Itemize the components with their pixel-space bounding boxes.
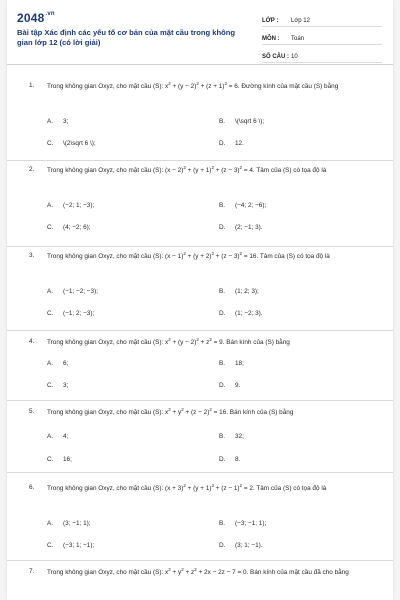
document-page: [7, 0, 393, 600]
option-a[interactable]: A. (−2; 1; −3);: [47, 202, 95, 209]
option-b[interactable]: B. 18;: [219, 360, 244, 367]
meta-value: Lớp 12: [291, 18, 310, 24]
question-number: 7.: [29, 568, 35, 575]
option-a[interactable]: A. (−1; −2; −3);: [47, 288, 98, 295]
option-a[interactable]: A. 3;: [47, 118, 69, 125]
question-number: 6.: [29, 484, 35, 491]
option-a[interactable]: A. (3; −1; 1);: [47, 520, 91, 527]
site-logo[interactable]: [17, 11, 55, 25]
document-header: [7, 0, 393, 65]
question-number: 5.: [29, 408, 35, 415]
option-b[interactable]: B. 32;: [219, 433, 244, 440]
question-3: [7, 252, 393, 331]
question-text: Trong không gian Oxyz, cho mặt cầu (S): $x^2 + (y - 2)^2 + z^2 = 9$. Bán kính của (S) bằng: [47, 336, 290, 346]
question-text: Trong không gian Oxyz, cho mặt cầu (S): $x^2 + y^2 + z^2 + 2x - 2z - 7 = 0$. Bán kính của mặt cầu đã cho bằng: [47, 566, 349, 576]
option-c[interactable]: C. 3;: [47, 382, 69, 389]
option-c[interactable]: C. (4; −2; 6);: [47, 224, 91, 231]
question-text: Trong không gian Oxyz, cho mặt cầu (S): $(x - 1)^2 + (y + 2)^2 + (z - 3)^2 = 16$. Tâm của (S) có tọa độ là: [47, 250, 330, 260]
question-5: [7, 408, 393, 473]
option-b[interactable]: B. (1; 2; 3);: [219, 288, 259, 295]
option-d[interactable]: D. 8.: [219, 456, 241, 463]
option-d[interactable]: D. 12.: [219, 140, 244, 147]
question-number: 3.: [29, 252, 35, 259]
question-2: [7, 166, 393, 247]
question-6: [7, 484, 393, 561]
logo-suffix: .vn: [45, 11, 55, 17]
meta-value: 10: [291, 54, 298, 60]
question-text: Trong không gian Oxyz, cho mặt cầu (S): $(x - 2)^2 + (y + 1)^2 + (z - 3)^2 = 4$. Tâm của (S) có tọa độ là: [47, 164, 327, 174]
question-text: Trong không gian Oxyz, cho mặt cầu (S): $x^2 + (y - 2)^2 + (z + 1)^2 = 6$. Đường kính của mặt cầu (S) bằng: [47, 80, 339, 90]
option-a[interactable]: A. 6;: [47, 360, 69, 367]
question-7: [7, 568, 393, 598]
meta-key: MÔN :: [262, 36, 280, 42]
option-b[interactable]: B. (−4; 2; −6);: [219, 202, 267, 209]
option-d[interactable]: D. (2; −1; 3).: [219, 224, 263, 231]
option-d[interactable]: D. (1; −2; 3).: [219, 310, 263, 317]
option-a[interactable]: A. 4;: [47, 433, 69, 440]
page-title: Bài tập Xác định các yếu tố cơ bản của mặt cầu trong không gian lớp 12 (có lời giải): [17, 28, 236, 47]
meta-table: [262, 14, 382, 68]
option-c[interactable]: C. (−3; 1; −1);: [47, 542, 95, 549]
meta-key: LỚP :: [262, 18, 279, 24]
option-b[interactable]: B. (−3; −1; 1);: [219, 520, 267, 527]
meta-value: Toán: [291, 36, 305, 42]
question-text: Trong không gian Oxyz, cho mặt cầu (S): $(x + 3)^2 + (y + 1)^2 + (z - 1)^2 = 2$. Tâm của (S) có tọa độ là: [47, 482, 327, 492]
question-text: Trong không gian Oxyz, cho mặt cầu (S): $x^2 + y^2 + (z - 2)^2 = 16$. Bán kính của (S) bằng: [47, 406, 294, 416]
question-number: 4.: [29, 338, 35, 345]
meta-row-count: [262, 50, 382, 63]
option-c[interactable]: C. \(2\sqrt 6 \);: [47, 140, 96, 147]
option-d[interactable]: D. (3; 1; −1).: [219, 542, 263, 549]
option-b[interactable]: B. \(\sqrt 6 \);: [219, 118, 265, 125]
option-d[interactable]: D. 9.: [219, 382, 241, 389]
question-number: 2.: [29, 166, 35, 173]
meta-row-subject: [262, 32, 382, 45]
option-c[interactable]: C. (−1; 2; −3);: [47, 310, 95, 317]
question-number: 1.: [29, 82, 35, 89]
logo-main: 2048: [17, 11, 45, 25]
question-4: [7, 338, 393, 401]
meta-row-class: [262, 14, 382, 27]
question-1: [7, 82, 393, 161]
option-c[interactable]: C. 16;: [47, 456, 72, 463]
meta-key: SỐ CÂU :: [262, 54, 289, 60]
